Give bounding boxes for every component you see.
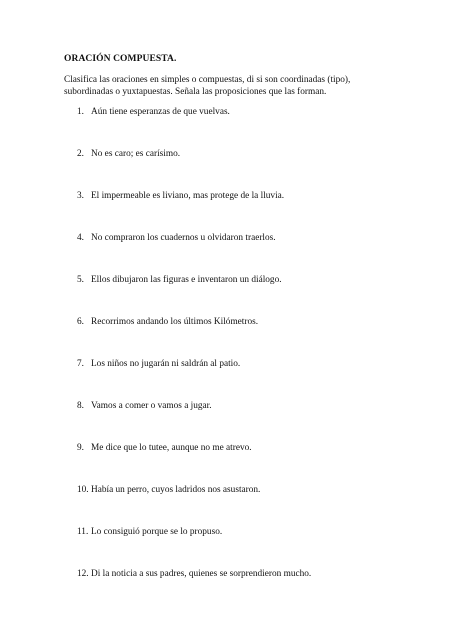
exercise-number: 8. (77, 401, 84, 411)
exercise-item (77, 106, 230, 118)
exercise-item (77, 526, 222, 538)
exercise-text: Lo consiguió porque se lo propuso. (91, 527, 223, 537)
exercise-number: 10. (77, 485, 89, 495)
exercise-item (77, 274, 282, 286)
exercise-number: 12. (77, 569, 89, 579)
exercise-number: 3. (77, 191, 84, 201)
exercise-item (77, 190, 284, 202)
exercise-number: 2. (77, 149, 84, 159)
exercise-item (77, 148, 180, 160)
exercise-text: El impermeable es liviano, mas protege de la lluvia. (91, 191, 285, 201)
instructions-line: subordinadas o yuxtapuestas. Señala las proposiciones que las forman. (64, 87, 327, 97)
instructions-paragraph (64, 74, 394, 98)
exercise-text: Había un perro, cuyos ladridos nos asustaron. (91, 485, 261, 495)
exercise-text: Ellos dibujaron las figuras e inventaron un diálogo. (91, 275, 282, 285)
exercise-number: 5. (77, 275, 84, 285)
exercise-text: Aún tiene esperanzas de que vuelvas. (91, 107, 230, 117)
exercise-number: 4. (77, 233, 84, 243)
exercise-item (77, 358, 240, 370)
exercise-item (77, 442, 252, 454)
exercise-text: Los niños no jugarán ni saldrán al patio. (91, 359, 241, 369)
exercise-number: 11. (77, 527, 89, 537)
exercise-number: 9. (77, 443, 84, 453)
exercise-item (77, 568, 311, 580)
exercise-text: Me dice que lo tutee, aunque no me atrevo. (91, 443, 252, 453)
exercise-item (77, 400, 212, 412)
exercise-item (77, 484, 260, 496)
exercise-text: Di la noticia a sus padres, quienes se sorprendieron mucho. (91, 569, 312, 579)
exercise-text: No es caro; es carísimo. (91, 149, 181, 159)
exercise-text: Recorrimos andando los últimos Kilómetros. (91, 317, 259, 327)
exercise-item (77, 316, 258, 328)
document-title: ORACIÓN COMPUESTA. (64, 54, 177, 64)
exercise-text: Vamos a comer o vamos a jugar. (91, 401, 212, 411)
exercise-number: 1. (77, 107, 84, 117)
exercise-number: 6. (77, 317, 84, 327)
exercise-item (77, 232, 276, 244)
instructions-line: Clasifica las oraciones en simples o compuestas, di si son coordinadas (tipo), (64, 75, 351, 85)
exercise-number: 7. (77, 359, 84, 369)
exercise-text: No compraron los cuadernos u olvidaron traerlos. (91, 233, 276, 243)
